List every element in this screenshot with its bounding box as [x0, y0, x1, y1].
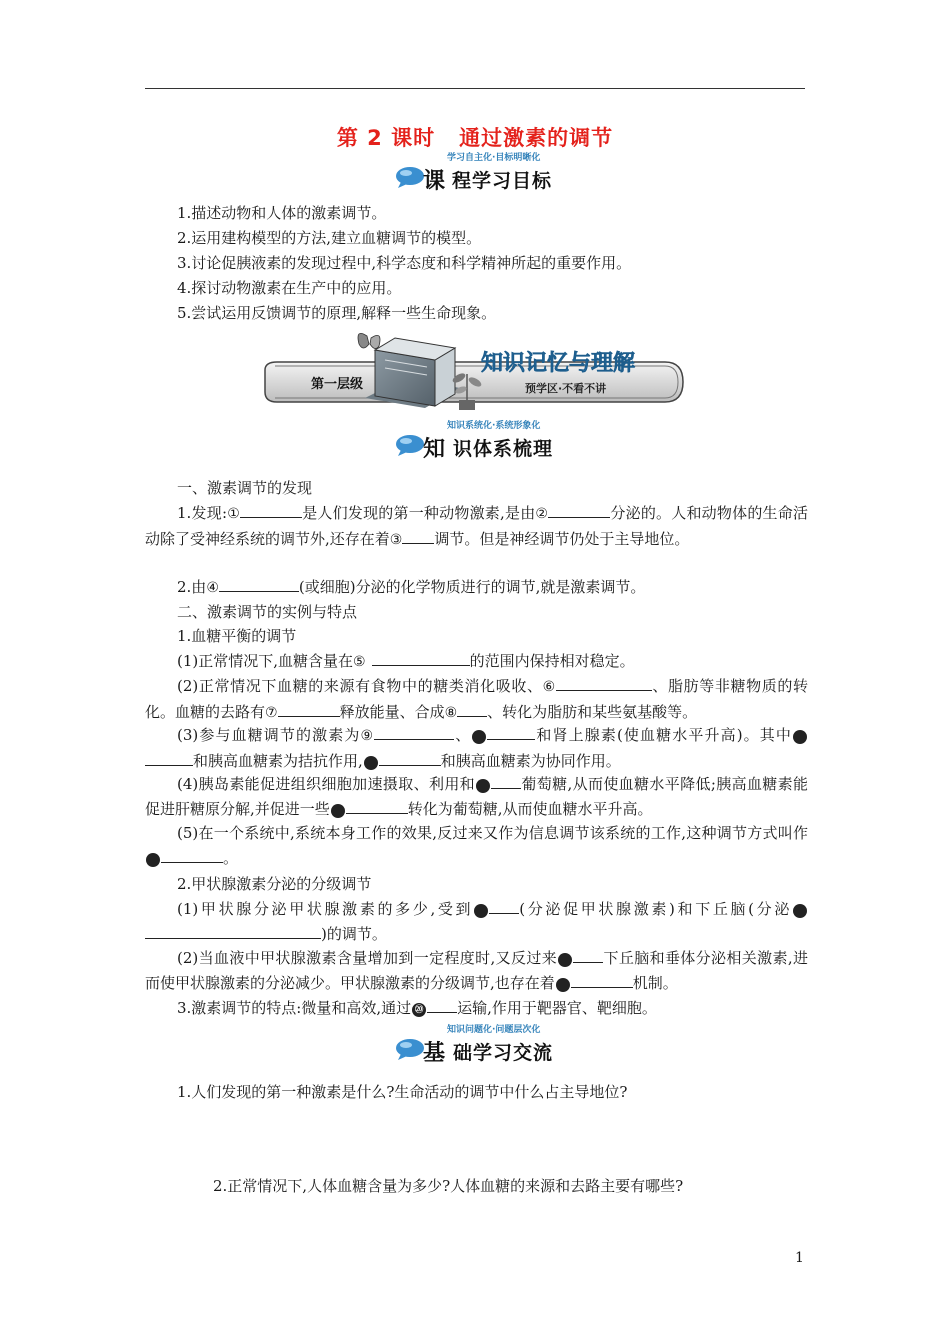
blank-number: ⑥ [542, 679, 556, 695]
blank-number: ⑤ [353, 654, 366, 670]
blank-number: ④ [206, 580, 219, 596]
text-fragment: 、转化为脂肪和某些氨基酸等。 [487, 702, 698, 721]
paragraph-q4 [145, 772, 808, 821]
header-tag: 知识系统化·系统形象化 [447, 421, 541, 431]
text-fragment: 。 [223, 848, 239, 867]
goal-item: 2.运用建构模型的方法,建立血糖调节的模型。 [177, 229, 482, 247]
blank-number: ⑲ [556, 978, 570, 992]
header-text: 程学习目标 [452, 170, 553, 192]
answer-blank [278, 702, 340, 717]
level-banner [255, 330, 695, 415]
blank-number: ⑨ [360, 728, 375, 744]
paragraph-definition [145, 575, 808, 601]
blank-number: ③ [389, 531, 403, 548]
blank-number: ⑧ [444, 704, 458, 721]
title-lesson: 第 2 课时 [336, 126, 436, 150]
text-fragment: (1)甲状腺分泌甲状腺激素的多少,受到 [177, 900, 474, 918]
text-fragment: 是人们发现的第一种动物激素,是由 [302, 504, 536, 522]
blank-number: ⑩ [472, 730, 486, 744]
goal-item: 3.讨论促胰液素的发现过程中,科学态度和科学精神所起的重要作用。 [177, 254, 632, 272]
answer-blank [457, 702, 487, 717]
section-heading: 一、激素调节的发现 [177, 479, 313, 497]
text-fragment: (1)正常情况下,血糖含量在 [177, 652, 354, 670]
answer-blank [374, 725, 454, 740]
goal-item: 1.描述动物和人体的激素调节。 [177, 204, 387, 222]
text-fragment: 分泌的。人和动物体的生命活动除了受神经系统的调节外,还存在着 [145, 504, 808, 548]
text-fragment: 的范围内保持相对稳定。 [469, 652, 635, 670]
paragraph-q1 [145, 649, 808, 675]
header-initial: 课 [423, 169, 446, 194]
speech-bubble-icon [395, 434, 425, 456]
answer-blank [556, 676, 652, 691]
subsection-heading: 1.血糖平衡的调节 [177, 627, 297, 645]
question-item: 2.正常情况下,人体血糖含量为多少?人体血糖的来源和去路主要有哪些? [213, 1177, 684, 1195]
answer-blank [161, 848, 223, 863]
blank-number: ⑫ [364, 756, 378, 770]
text-fragment: (或细胞)分泌的化学物质进行的调节,就是激素调节。 [298, 578, 646, 596]
paragraph-features [177, 996, 657, 1020]
page-number: 1 [795, 1250, 804, 1266]
text-fragment: 3.激素调节的特点:微量和高效,通过 [177, 999, 412, 1017]
answer-blank [346, 799, 408, 814]
blank-number: ⑭ [331, 804, 345, 818]
text-fragment: 下丘脑和垂体分泌相关激素,进而使甲状腺激素的分泌减少。甲状腺激素的分级调节,也存在着 [145, 949, 808, 992]
text-fragment: (分泌促甲状腺激素)和下丘脑(分泌 [519, 900, 792, 918]
section-header-goals [395, 152, 575, 192]
text-fragment: 和胰高血糖素为拮抗作用, [193, 751, 363, 770]
blank-number: ⑱ [558, 953, 572, 967]
text-fragment: 和胰高血糖素为协同作用。 [440, 751, 621, 770]
header-initial: 基 [423, 1041, 446, 1066]
blank-number: ⑳ [412, 1003, 426, 1017]
paragraph-r1 [145, 897, 834, 946]
header-tag: 学习自主化·目标明晰化 [447, 153, 541, 163]
text-fragment: 转化为葡萄糖,从而使血糖水平升高。 [407, 799, 653, 818]
text-fragment: 运输,作用于靶器官、靶细胞。 [457, 999, 657, 1017]
answer-blank [145, 751, 193, 766]
text-fragment: 、 [454, 726, 472, 744]
blank-number: ⑪ [793, 730, 807, 744]
answer-blank [491, 774, 521, 789]
answer-blank [402, 529, 434, 544]
answer-blank [427, 998, 457, 1013]
header-rule [145, 88, 805, 89]
text-fragment: (4)胰岛素能促进组织细胞加速摄取、利用和 [177, 775, 476, 793]
banner-level: 第一层级 [311, 377, 364, 392]
blank-number: ⑮ [146, 853, 160, 867]
blank-number: ⑦ [265, 704, 278, 721]
section-header-basics [395, 1024, 575, 1064]
answer-blank [219, 577, 299, 592]
book-icon [365, 338, 460, 408]
text-fragment: 和肾上腺素(使血糖水平升高)。其中 [535, 726, 792, 744]
text-fragment: 、脂肪等非糖物质的转化。血糖的去路有 [145, 677, 808, 721]
goal-item: 4.探讨动物激素在生产中的应用。 [177, 279, 402, 297]
answer-blank [487, 725, 535, 740]
text-fragment: 机制。 [632, 973, 678, 992]
header-text: 础学习交流 [453, 1042, 554, 1064]
answer-blank [145, 924, 321, 939]
text-fragment: (5)在一个系统中,系统本身工作的效果,反过来又作为信息调节该系统的工作,这种调节方式叫作 [177, 824, 808, 842]
subsection-heading: 2.甲状腺激素分泌的分级调节 [177, 875, 372, 893]
paragraph-discovery [145, 501, 808, 552]
speech-bubble-icon [395, 166, 425, 188]
question-item: 1.人们发现的第一种激素是什么?生命活动的调节中什么占主导地位? [177, 1083, 628, 1101]
banner-main: 知识记忆与理解 [481, 351, 636, 376]
paragraph-q5 [145, 821, 808, 870]
text-fragment: (2)当血液中甲状腺激素含量增加到一定程度时,又反过来 [177, 949, 558, 967]
blank-number: ① [227, 506, 240, 522]
text-fragment: 1.发现: [177, 504, 228, 522]
title-topic: 通过激素的调节 [459, 126, 614, 150]
speech-bubble-icon [395, 1038, 425, 1060]
text-fragment: 调节。但是神经调节仍处于主导地位。 [434, 529, 690, 548]
section-header-knowledge [395, 420, 575, 460]
answer-blank [548, 503, 610, 518]
header-text: 识体系梳理 [453, 438, 554, 460]
text-fragment: 2.由 [177, 578, 207, 596]
text-fragment: 葡萄糖,从而使血糖水平降低;胰高血糖素能促进肝糖原分解,并促进一些 [145, 775, 809, 818]
header-tag: 知识问题化·问题层次化 [447, 1025, 541, 1035]
text-fragment: 释放能量、合成 [339, 702, 445, 721]
text-fragment: (2)正常情况下血糖的来源有食物中的糖类消化吸收、 [177, 677, 543, 695]
goal-item: 5.尝试运用反馈调节的原理,解释一些生命现象。 [177, 304, 497, 322]
paragraph-q3 [145, 723, 834, 773]
banner-sub: 预学区·不看不讲 [525, 382, 607, 395]
blank-number: ⑰ [793, 904, 807, 918]
text-fragment: )的调节。 [321, 924, 387, 943]
page-title [0, 122, 950, 152]
answer-blank [571, 973, 633, 988]
section-heading: 二、激素调节的实例与特点 [177, 603, 358, 621]
paragraph-r2 [145, 946, 808, 995]
answer-blank [573, 948, 603, 963]
header-initial: 知 [423, 437, 446, 462]
answer-blank [489, 899, 519, 914]
text-fragment: (3)参与血糖调节的激素为 [177, 726, 361, 744]
butterfly-icon [358, 333, 380, 348]
answer-blank [379, 751, 441, 766]
blank-number: ⑯ [474, 904, 488, 918]
answer-blank [240, 503, 302, 518]
paragraph-q2 [145, 674, 808, 725]
blank-number: ⑬ [476, 779, 490, 793]
answer-blank [372, 651, 470, 666]
blank-number: ② [535, 506, 549, 522]
